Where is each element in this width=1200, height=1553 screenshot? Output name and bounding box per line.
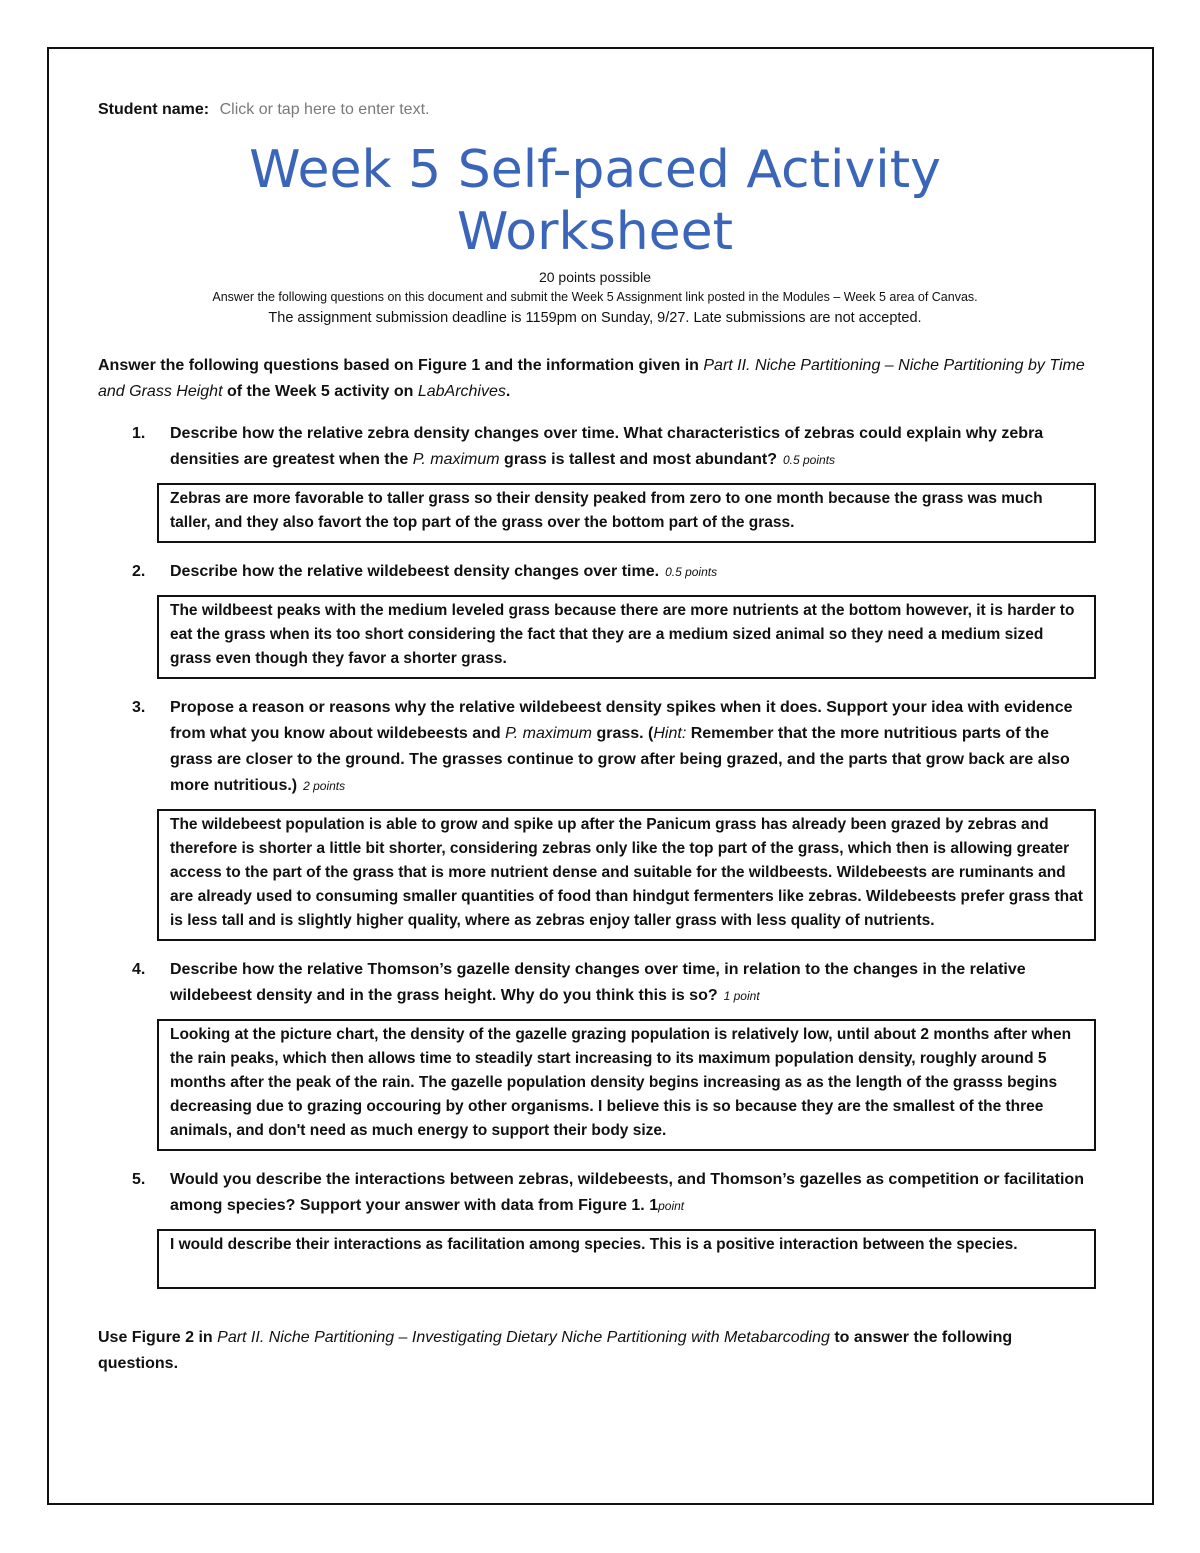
question-number: 5. [132,1171,146,1188]
title-line-2: Worksheet [456,202,734,262]
question-text-part: Describe how the relative wildebeest density changes over time. [170,563,660,580]
instructions: Answer the following questions on this document and submit the Week 5 Assignment link posted in the Modules – Week 5 area of Canvas. [212,290,978,304]
question-text [170,695,1092,799]
points-label: 0.5 points [782,453,836,467]
closing-text-2: to answer the following questions. [98,1329,1013,1372]
student-name-label: Student name: [98,101,210,118]
intro-text-3: . [505,383,511,400]
species-name: P. maximum [505,725,592,742]
title-line-1: Week 5 Self-paced Activity [249,140,941,200]
student-name-row [98,98,1092,122]
intro-text: Answer the following questions based on Figure 1 and the information given in [98,357,704,374]
question-1 [98,421,1092,543]
closing-text: Use Figure 2 in [98,1329,218,1346]
question-text-part: grass is tallest and most abundant? [499,451,777,468]
question-text-part: Describe how the relative zebra density changes over time. What characteristics of zebras could explain why zebra densities are greatest when the [170,425,1044,468]
question-text [170,421,1092,473]
points-label: 0.5 points [665,565,718,579]
question-text [170,957,1092,1009]
answer-box-1[interactable]: Zebras are more favorable to taller grass so their density peaked from zero to one month because the grass was much taller, and they also favort the top part of the grass over the bottom part of the grass. [157,483,1096,543]
closing-part-reference: Part II. Niche Partitioning – Investigating Dietary Niche Partitioning with Metabarcoding [217,1329,830,1346]
question-number: 2. [132,563,146,580]
question-text [170,1167,1092,1219]
closing-instructions [98,1325,1092,1377]
species-name: P. maximum [412,451,500,468]
answer-box-3[interactable]: The wildebeest population is able to grow and spike up after the Panicum grass has already been grazed by zebras and therefore is shorter a little bit shorter, considering zebras only like the top part of the grass, which then is allowing greater access to the part of the grass that is more nutrient dense and suitable for the wildbeests. Wildebeests are ruminants and are already used to consuming smaller quantities of food than hindgut fermenters like zebras. Wildebeests prefer grass that is less tall and is slightly higher quality, where as zebras enjoy taller grass with less quality of nutrients. [157,809,1096,941]
intro-part-reference: Part II. Niche Partitioning – Niche Partitioning by Time and Grass Height [98,357,1085,400]
question-text-part: Would you describe the interactions between zebras, wildebeests, and Thomson’s gazelles as competition or facilitation among species? Support your answer with data from Figure 1. 1 [170,1171,1084,1214]
answer-box-4[interactable]: Looking at the picture chart, the density of the gazelle grazing population is relatively low, until about 2 months after when the rain peaks, which then allows time to steadily start increasing to its maximum population density, roughly around 5 months after the peak of the rain. The gazelle population density begins increasing as as the length of the grasss begins decreasing due to grazing occouring by other organisms. I believe this is so because they are the smallest of the three animals, and don't need as much energy to support their body size. [157,1019,1096,1151]
hint-label: Hint: [653,725,687,742]
worksheet [98,98,1092,1377]
question-text [170,559,1092,585]
answer-box-5[interactable]: I would describe their interactions as facilitation among species. This is a positive interaction between the species. [157,1229,1096,1289]
answer-box-2[interactable]: The wildbeest peaks with the medium leveled grass because there are more nutrients at the bottom however, it is harder to eat the grass when its too short considering the fact that they are a medium sized animal so they need a medium sized grass even though they favor a shorter grass. [157,595,1096,679]
question-text-part: Describe how the relative Thomson’s gazelle density changes over time, in relation to the changes in the relative wildebeest density and in the grass height. Why do you think this is so? [170,961,1026,1004]
question-number: 4. [132,961,146,978]
question-number: 3. [132,699,146,716]
question-text-part: grass. ( [592,725,654,742]
question-3 [98,695,1092,941]
question-text-part: Remember that the more nutritious parts of the grass are closer to the ground. The grasses continue to grow after being grazed, and the parts that grow back are also more nutritious.) [170,725,1070,794]
question-number: 1. [132,425,146,442]
page-title [98,139,1092,263]
question-4 [98,957,1092,1151]
points-possible: 20 points possible [538,269,652,285]
intro-text-2: of the Week 5 activity on [222,383,418,400]
question-5 [98,1167,1092,1289]
section-intro [98,353,1092,405]
question-text-part: Propose a reason or reasons why the relative wildebeest density spikes when it does. Support your idea with evidence from what you know about wildebeests and [170,699,1073,742]
points-label: 2 points [303,779,346,793]
points-label: point [658,1199,685,1213]
deadline: The assignment submission deadline is 1159pm on Sunday, 9/27. Late submissions are not accepted. [268,310,922,326]
student-name-field[interactable]: Click or tap here to enter text. [219,101,430,118]
points-label: 1 point [723,989,760,1003]
intro-labarchives: LabArchives [417,383,506,400]
question-2 [98,559,1092,679]
